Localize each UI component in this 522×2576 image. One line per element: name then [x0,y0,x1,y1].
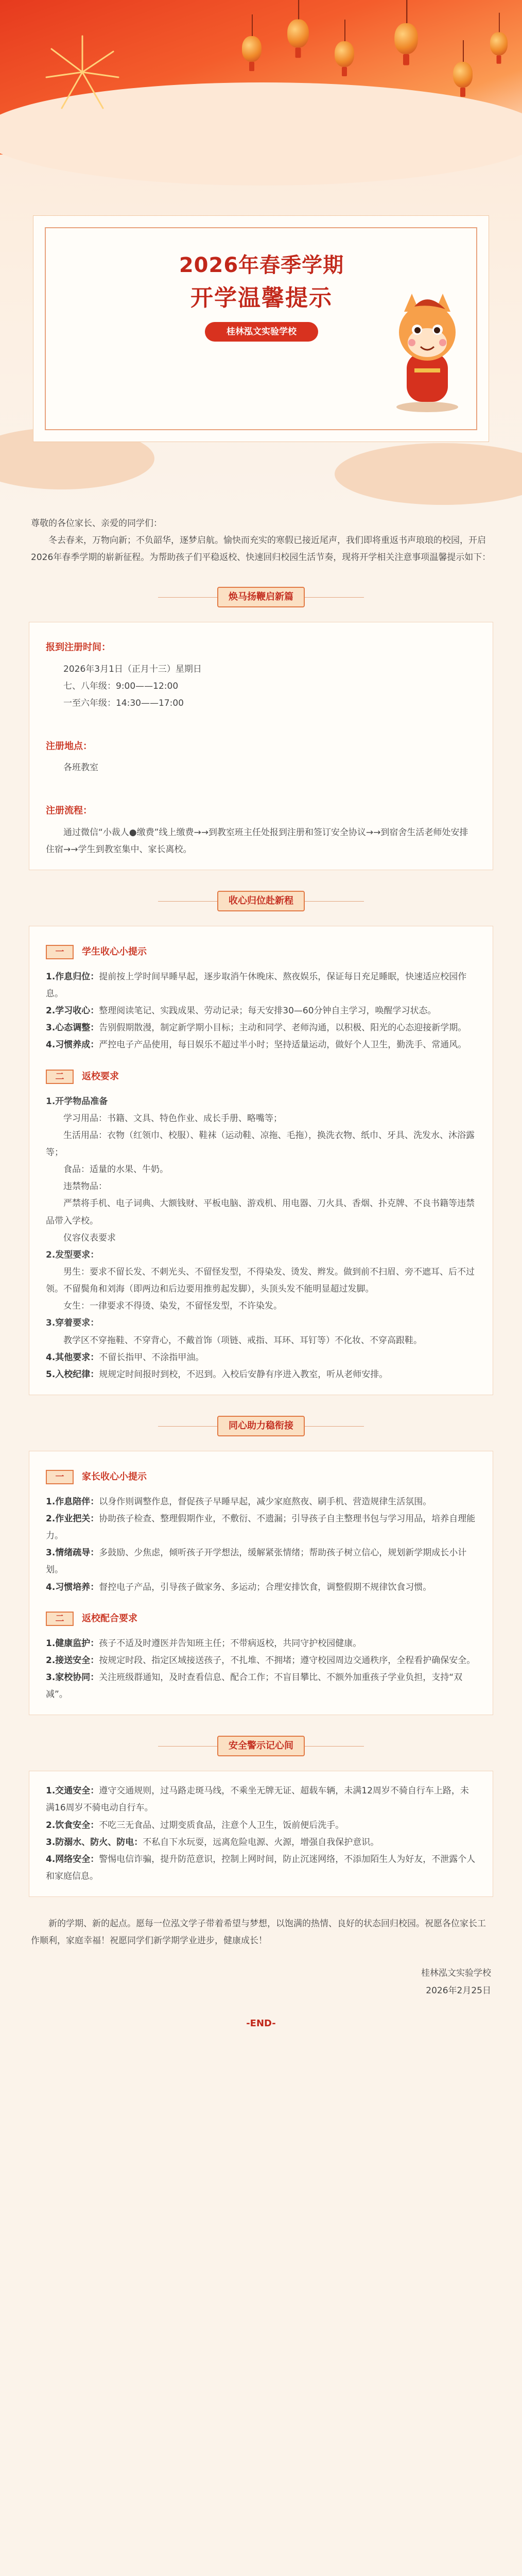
subsection-title: 家长收心小提示 [82,1471,147,1482]
wear-rules: 教学区不穿拖鞋、不穿背心，不戴首饰（项链、戒指、耳环、耳钉等）不化妆、不穿高跟鞋。 [63,1335,422,1346]
horse-mascot-icon [384,291,471,415]
list-item: 2.接送安全：按规定时段、指定区域接送孩子，不扎堆、不拥堵；遵守校园周边交通秩序，全程看护确保安全。 [46,1655,476,1666]
title-semester: 2026年春季学期 [179,253,344,277]
list-item: 1.作息陪伴：以身作则调整作息，督促孩子早睡早起，减少家庭熬夜、刷手机、营造规律生活氛围。 [46,1496,432,1507]
section-header [168,1735,354,1758]
subsection-header [46,943,476,961]
hair-boys: 男生：要求不留长发、不刺光头、不留怪发型，不得染发、烫发、辫发。做到前不扫眉、旁不遮耳、后不过领。不留鬓角和刘海（即两边和后边要用推剪起发脚），头顶头发不能明显超过发脚。 [46,1266,475,1295]
section-header [168,1415,354,1438]
intro-paragraph: 冬去春来，万物向新；不负韶华，逐梦启航。愉快而充实的寒假已接近尾声，我们即将重返书声琅琅的校园，开启2026年春季学期的崭新征程。为帮助孩子们平稳返校、快速回归校园生活节奏，现将开学相关注意事项温馨提示如下： [31,535,491,563]
section-header [168,890,354,913]
fireworks-icon [31,21,134,124]
lantern-icon [335,41,354,67]
supplies-study: 学习用品：书籍、文具、特色作业、成长手册、略嘴等； [63,1113,282,1124]
registration-flow: 通过微信“小裁人●缴费”线上缴费→→到教室班主任处报到注册和签订安全协议→→到宿舍生活老师处安排住宿→→学生到教室集中、家长离校。 [46,827,468,855]
registration-place-label: 注册地点： [46,741,92,752]
registration-panel [29,622,493,870]
supplies-heading: 1.开学物品准备 [46,1096,108,1107]
wear-heading: 3.穿着要求： [46,1318,99,1329]
subsection-number: 二 [46,1070,74,1084]
subsection-number: 二 [46,1612,74,1626]
list-item: 2.学习收心：整理阅读笔记、实践成果、劳动记录；每天安排30—60分钟自主学习，唤醒学习状态。 [46,1006,437,1016]
list-item: 1.健康监护：孩子不适及时遵医并告知班主任；不带病返校，共同守护校园健康。 [46,1638,362,1649]
subsection-title: 返校配合要求 [82,1613,137,1624]
list-item: 4.习惯养成：严控电子产品使用，每日娱乐不超过半小时；坚持适量运动，做好个人卫生，勤洗手、常通风。 [46,1040,467,1050]
registration-flow-label: 注册流程： [46,805,92,817]
title-tips: 开学温馨提示 [190,285,333,311]
settle-panel [29,926,493,1395]
list-item: 2.作业把关：协助孩子检查、整理假期作业，不敷衍、不遗漏；引导孩子自主整理书包与学习用品，培养自理能力。 [46,1514,476,1541]
safety-panel [29,1771,493,1897]
list-item: 1.交通安全：遵守交通规则，过马路走斑马线，不乘坐无牌无证、超载车辆，未满12周岁不骑自行车上路，未满16周岁不骑电动自行车。 [46,1786,469,1814]
list-item: 4.网络安全：警惕电信诈骗，提升防范意识，控制上网时间，防止沉迷网络，不添加陌生人为好友，不泄露个人和家庭信息。 [46,1854,476,1882]
registration-place: 各班教室 [63,762,98,773]
list-item: 3.防溺水、防火、防电：不私自下水玩耍，远离危险电源、火源，增强自我保护意识。 [46,1837,379,1848]
forbidden-heading: 违禁物品： [63,1181,107,1192]
hero-banner [0,0,522,515]
school-badge: 桂林泓文实验学校 [205,322,318,342]
lantern-icon [453,62,473,88]
section-title: 收心归位赴新程 [217,891,305,911]
section-title: 焕马扬鞭启新篇 [217,587,305,607]
subsection-number: 一 [46,1470,74,1484]
list-item: 1.作息归位：提前按上学时间早睡早起，逐步取消午休晚床、熬夜娱乐，保证每日充足睡眠，快速适应校园作息。 [46,971,467,999]
closing-paragraph: 新的学期、新的起点。愿每一位泓文学子带着希望与梦想，以饱满的热情、良好的状态回归校园。祝愿各位家长工作顺利，家庭幸福！祝愿同学们新学期学业进步，健康成长！ [31,1919,486,1946]
list-item: 2.饮食安全：不吃三无食品、过期变质食品，注意个人卫生，饭前便后洗手。 [46,1820,344,1831]
subsection-title: 返校要求 [82,1071,119,1082]
registration-time-label: 报到注册时间： [46,642,111,653]
section-header [168,586,354,609]
signature-date: 2026年2月25日 [426,1985,491,1996]
registration-date: 2026年3月1日（正月十三）星期日 [63,664,202,674]
greeting: 尊敬的各位家长、亲爱的同学们： [31,518,162,529]
supplies-living: 生活用品：衣物（红领巾、校服）、鞋袜（运动鞋、凉拖、毛拖），换洗衣物、纸巾、牙具、洗发水、沐浴露等； [46,1130,475,1158]
signature-school: 桂林泓文实验学校 [421,1968,491,1979]
list-item: 3.家校协同：关注班级群通知，及时查看信息、配合工作；不盲目攀比、不额外加重孩子学业负担，支持“双减”。 [46,1672,463,1700]
appearance-heading: 仪容仪表要求 [63,1232,116,1243]
other-rules: 4.其他要求：不留长指甲、不涂指甲油。 [46,1352,204,1363]
end-mark: -END- [246,2018,276,2029]
intro [0,495,522,566]
supplies-food: 食品：适量的水果、牛奶。 [63,1164,168,1175]
closing [0,1897,522,1999]
section-title: 同心助力稳衔接 [217,1416,305,1436]
list-item: 3.心态调整：告别假期散漫，制定新学期小目标；主动和同学、老师沟通，以积极、阳光的心态迎接新学期。 [46,1023,467,1033]
section-title: 安全警示记心间 [217,1736,305,1756]
registration-grade-7-8: 七、八年级：9:00——12:00 [63,681,179,691]
subsection-header [46,1609,476,1628]
subsection-header [46,1067,476,1086]
lantern-icon [287,20,309,48]
subsection-number: 一 [46,945,74,959]
lantern-icon [490,32,508,56]
subsection-title: 学生收心小提示 [82,946,147,957]
parents-panel [29,1451,493,1715]
lantern-icon [242,36,262,62]
list-item: 3.情绪疏导：多鼓励、少焦虑，倾听孩子开学想法，缓解紧张情绪；帮助孩子树立信心，规划新学期成长小计划。 [46,1548,467,1575]
hair-heading: 2.发型要求： [46,1249,99,1260]
list-item: 4.习惯培养：督控电子产品，引导孩子做家务、多运动；合理安排饮食，调整假期不规律饮食习惯。 [46,1582,432,1592]
forbidden-items: 严禁将手机、电子词典、大额钱财、平板电脑、游戏机、用电器、刀火具、香烟、扑克牌、不良书籍等违禁品带入学校。 [46,1198,475,1226]
arrival-rules: 5.入校纪律：规规定时间报时到校，不迟到。入校后安静有序进入教室，听从老师安排。 [46,1369,388,1380]
hair-girls: 女生：一律要求不得烫、染发，不留怪发型，不许染发。 [63,1301,282,1312]
subsection-header [46,1468,476,1486]
registration-grade-1-6: 一至六年级：14:30——17:00 [63,698,184,708]
main-content [0,495,522,2032]
lantern-icon [394,23,418,54]
